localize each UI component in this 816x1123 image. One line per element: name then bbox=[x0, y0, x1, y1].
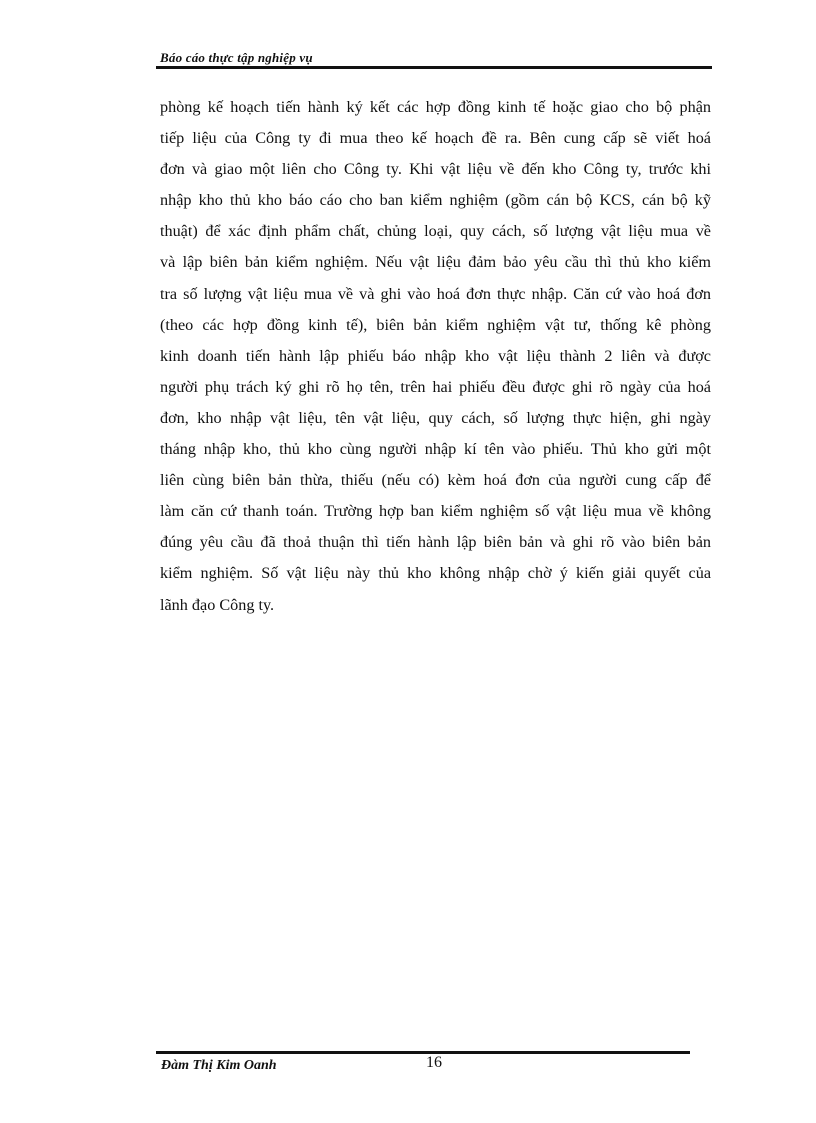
paragraph-line: người phụ trách ký ghi rõ họ tên, trên hai phiếu đều được ghi rõ ngày của hoá bbox=[160, 377, 711, 396]
paragraph-line: làm căn cứ thanh toán. Trường hợp ban kiểm nghiệm số vật liệu mua về không bbox=[160, 502, 711, 521]
paragraph-line: (theo các hợp đồng kinh tế), biên bản kiểm nghiệm vật tư, thống kê phòng bbox=[160, 315, 711, 334]
paragraph-line: phòng kế hoạch tiến hành ký kết các hợp đồng kinh tế hoặc giao cho bộ phận bbox=[160, 98, 711, 116]
paragraph-line: đơn và giao một liên cho Công ty. Khi vật liệu về đến kho Công ty, trước khi bbox=[160, 160, 711, 179]
paragraph-line: liên cùng biên bản thừa, thiếu (nếu có) kèm hoá đơn của người cung cấp để bbox=[160, 471, 711, 490]
footer-author-name: Đàm Thị Kim Oanh bbox=[161, 1058, 277, 1073]
paragraph-line: đơn, kho nhập vật liệu, tên vật liệu, quy cách, số lượng thực hiện, ghi ngày bbox=[160, 408, 711, 427]
footer-divider bbox=[156, 1051, 690, 1054]
paragraph-line: lãnh đạo Công ty. bbox=[160, 595, 275, 614]
paragraph-line: tháng nhập kho, thủ kho cùng người nhập kí tên vào phiếu. Thủ kho gửi một bbox=[160, 440, 711, 459]
paragraph-line: tiếp liệu của Công ty đi mua theo kế hoạch đề ra. Bên cung cấp sẽ viết hoá bbox=[160, 129, 711, 148]
paragraph-line: thuật) để xác định phẩm chất, chủng loại, quy cách, số lượng vật liệu mua về bbox=[160, 222, 711, 241]
header-divider bbox=[156, 66, 712, 69]
paragraph-line: kinh doanh tiến hành lập phiếu báo nhập kho vật liệu thành 2 liên và được bbox=[160, 346, 711, 365]
paragraph-line: và lập biên bản kiểm nghiệm. Nếu vật liệu đảm bảo yêu cầu thì thủ kho kiểm bbox=[160, 253, 711, 272]
paragraph-line: kiểm nghiệm. Số vật liệu này thủ kho không nhập chờ ý kiến giải quyết của bbox=[160, 564, 711, 583]
paragraph-line: đúng yêu cầu đã thoả thuận thì tiến hành lập biên bản và ghi rõ vào biên bản bbox=[160, 533, 711, 552]
paragraph-line: nhập kho thủ kho báo cáo cho ban kiểm nghiệm (gồm cán bộ KCS, cán bộ kỹ bbox=[160, 191, 711, 210]
paragraph-line: tra số lượng vật liệu mua về và ghi vào hoá đơn thực nhập. Căn cứ vào hoá đơn bbox=[160, 284, 711, 303]
running-header-title: Báo cáo thực tập nghiệp vụ bbox=[160, 50, 313, 65]
page-number: 16 bbox=[426, 1054, 442, 1071]
body-paragraph bbox=[160, 92, 711, 621]
